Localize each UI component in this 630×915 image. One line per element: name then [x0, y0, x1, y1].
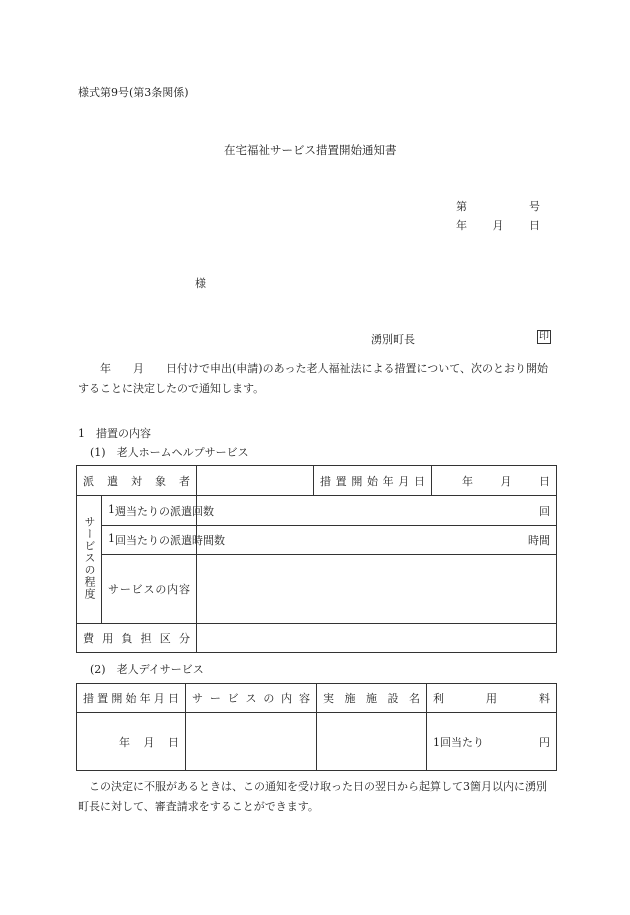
service-content-value — [197, 555, 557, 624]
weekly-count-value: 回 — [197, 496, 557, 526]
start-date-value: 年 月 日 — [432, 466, 557, 496]
seal-mark: 印 — [539, 331, 549, 342]
ds-start-date-header: 措 置 開 始 年 月 日 — [77, 684, 186, 713]
ds-fee-value: 1回当たり 円 — [427, 713, 557, 771]
issuer-name: 湧別町長 — [371, 333, 415, 346]
cost-share-value — [197, 624, 557, 653]
dispatch-target-value — [197, 466, 314, 496]
weekly-count-label: 1 週 当 た り の 派 遣 回 数 — [102, 496, 197, 526]
dayservice-table — [76, 683, 557, 771]
dispatch-target-label: 派 遣 対 象 者 — [77, 466, 197, 496]
start-date-label: 措 置 開 始 年 月 日 — [314, 466, 432, 496]
hours-per-visit-label: 1 回 当 た り の 派 遣 時 間 数 — [102, 526, 197, 555]
ds-facility-value — [317, 713, 427, 771]
ds-facility-header: 実 施 施 設 名 — [317, 684, 427, 713]
ds-fee-header: 利 用 料 — [427, 684, 557, 713]
intro-paragraph: 年 月 日付けで申出(申請)のあった老人福祉法による措置について、次のとおり開始することに決定したので通知します。 — [78, 362, 549, 395]
ds-start-date-value: 年 月 日 — [77, 713, 186, 771]
cost-share-label: 費 用 負 担 区 分 — [77, 624, 197, 653]
document-number: 第 号 — [456, 200, 540, 213]
document-title: 在宅福祉サービス措置開始通知書 — [224, 143, 397, 157]
section-heading: 1 措置の内容 — [78, 427, 151, 440]
form-number: 様式第9号(第3条関係) — [78, 86, 189, 99]
ds-content-value — [186, 713, 317, 771]
service-level-label: サービスの程度 — [77, 496, 102, 624]
document-date: 年 月 日 — [456, 219, 540, 232]
closing-paragraph: この決定に不服があるときは、この通知を受け取った日の翌日から起算して3箇月以内に湧別町長に対して、審査請求をすることができます。 — [78, 780, 547, 813]
service-content-label: サ ー ビ ス の 内 容 — [102, 555, 197, 624]
subsection-2-heading: (2) 老人デイサービス — [90, 663, 204, 676]
hours-per-visit-value: 時間 — [197, 526, 557, 555]
subsection-1-heading: (1) 老人ホームヘルプサービス — [90, 446, 249, 459]
addressee-suffix: 様 — [195, 277, 206, 290]
homehelp-table — [76, 465, 557, 653]
ds-content-header: サ ー ビ ス の 内 容 — [186, 684, 317, 713]
